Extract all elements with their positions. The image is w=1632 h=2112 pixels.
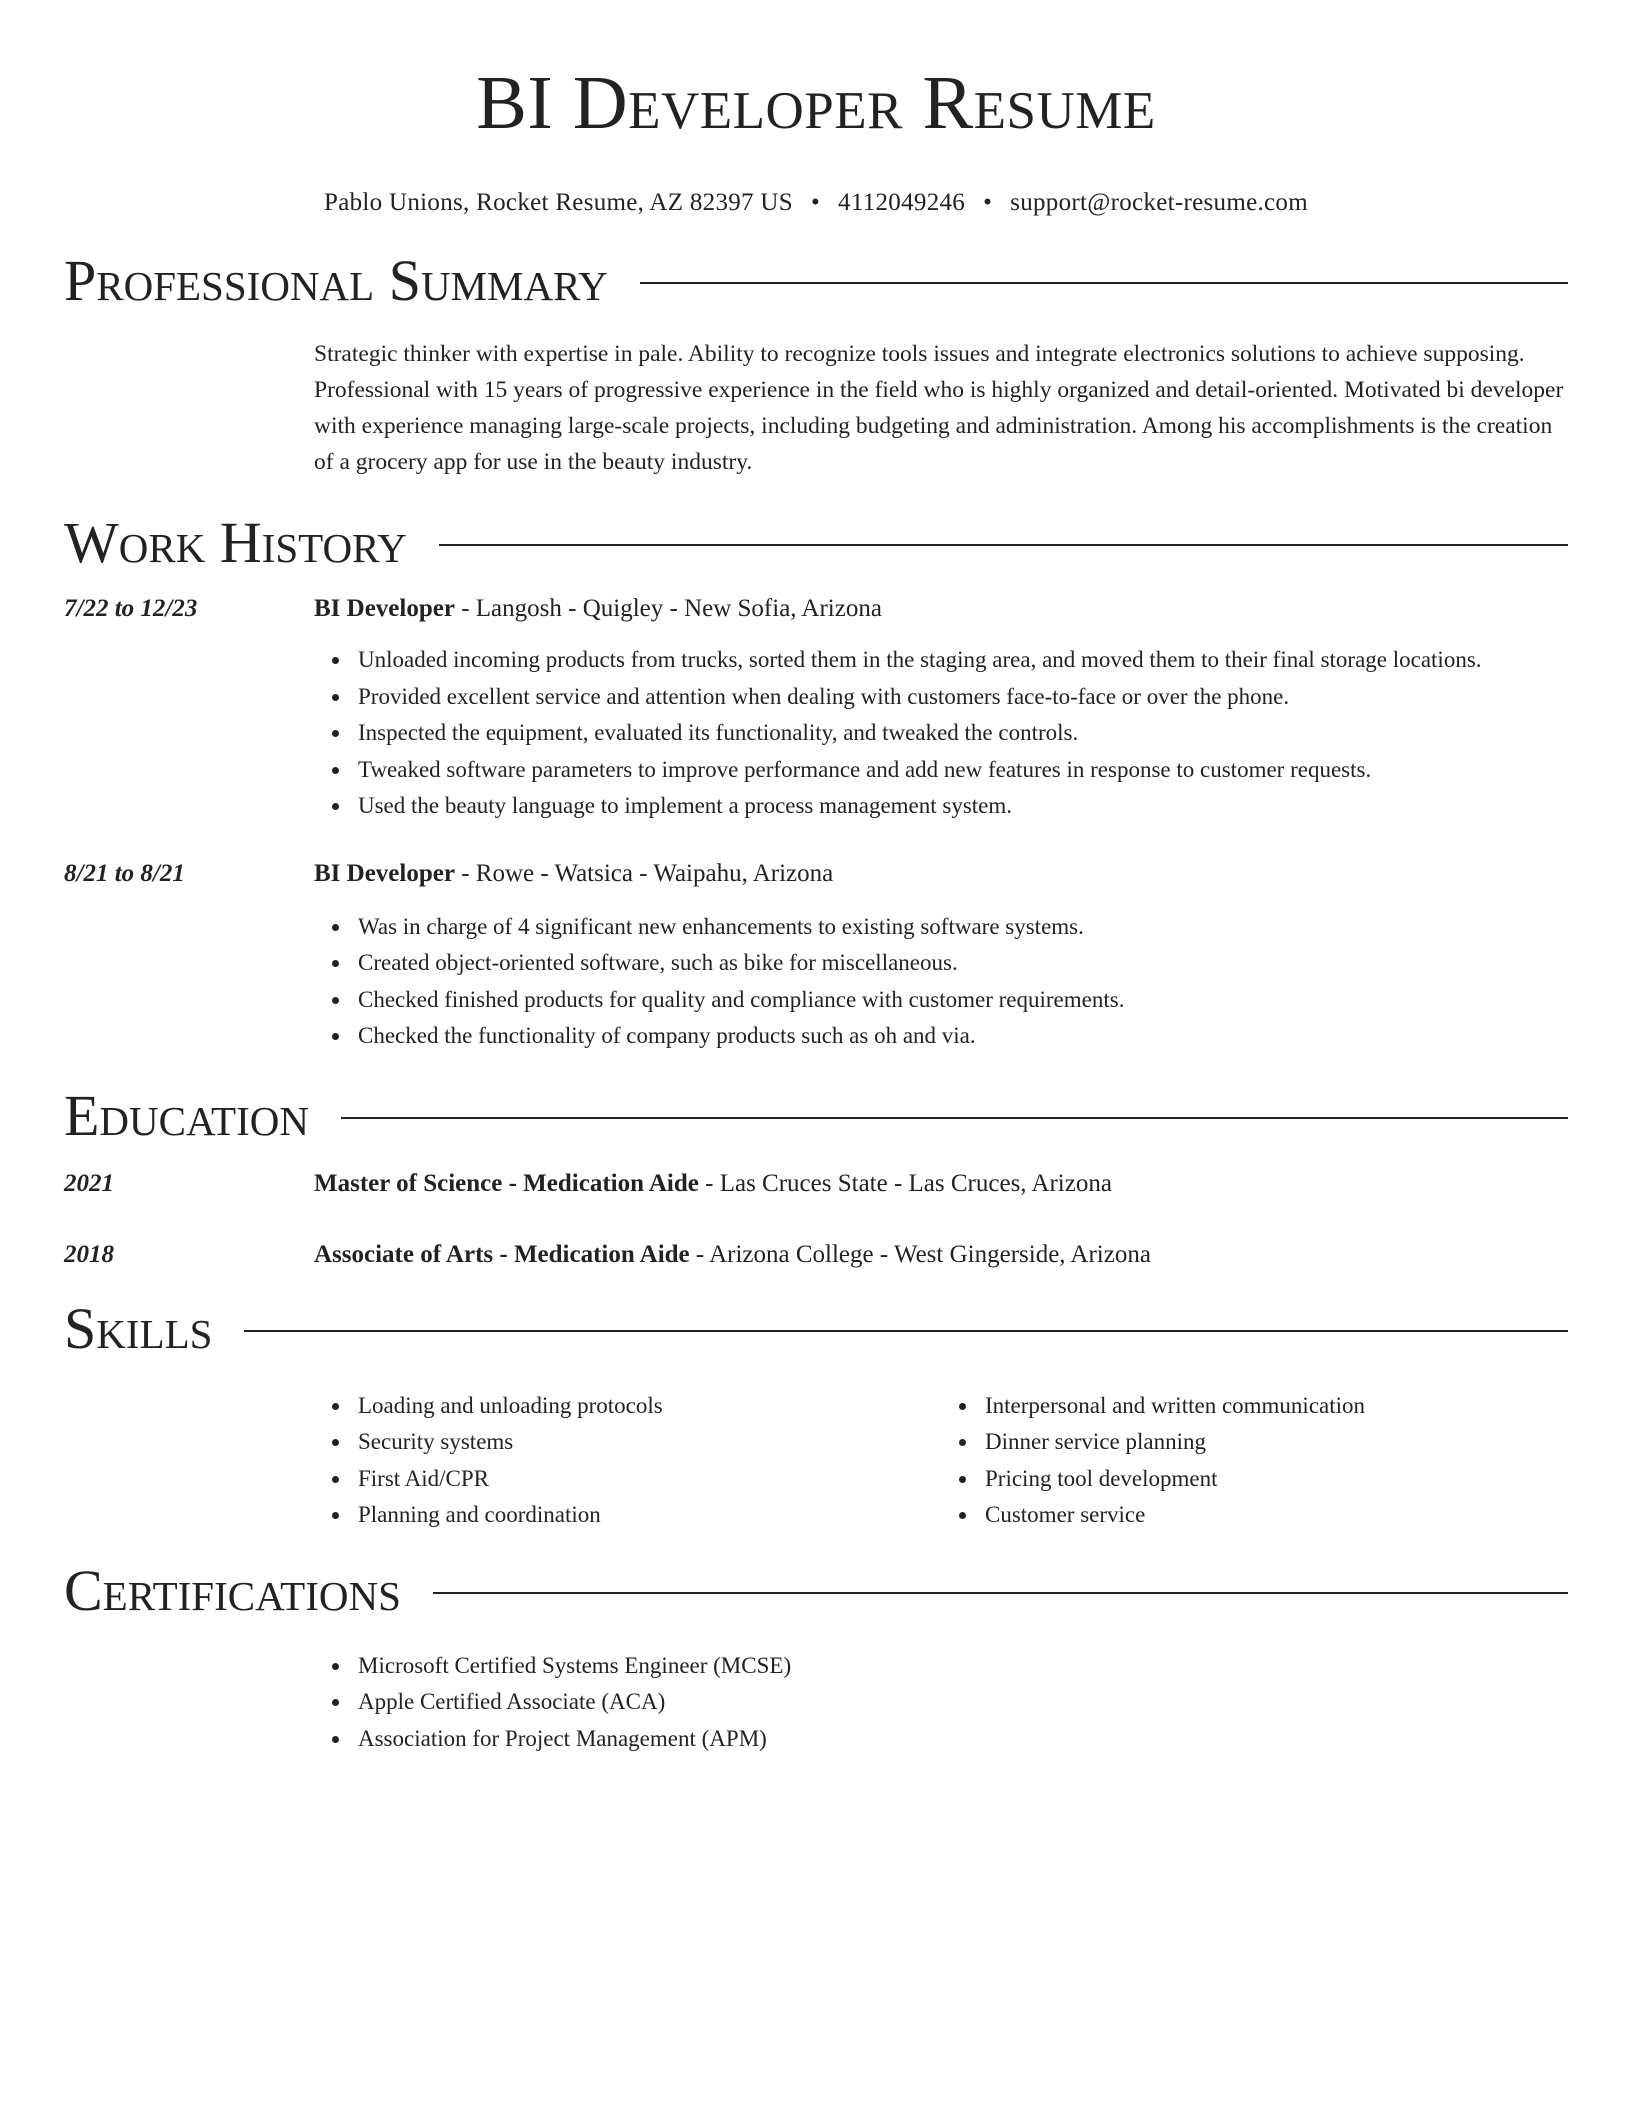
job-entry xyxy=(64,857,1568,1055)
job-employer: - Rowe - Watsica - Waipahu, Arizona xyxy=(454,859,834,887)
work-section-header xyxy=(64,508,1568,578)
education-degree: Master of Science - Medication Aide xyxy=(314,1169,699,1197)
education-entry xyxy=(64,1167,1568,1201)
job-title: BI Developer xyxy=(314,595,455,622)
certifications-heading: Certifications xyxy=(64,1557,401,1623)
list-item: Created object-oriented software, such as bike for miscellaneous. xyxy=(358,945,1568,982)
skills-column-right xyxy=(941,1388,1568,1534)
contact-separator: • xyxy=(983,189,993,216)
list-item: Provided excellent service and attention when dealing with customers face-to-face or over the phone. xyxy=(358,679,1568,716)
section-divider xyxy=(244,1330,1568,1332)
contact-line xyxy=(64,188,1568,218)
list-item: Apple Certified Associate (ACA) xyxy=(358,1684,1568,1721)
list-item: Was in charge of 4 significant new enhancements to existing software systems. xyxy=(358,909,1568,946)
work-heading: Work History xyxy=(64,510,407,575)
education-degree: Associate of Arts - Medication Aide xyxy=(314,1240,690,1268)
job-dates: 7/22 to 12/23 xyxy=(64,595,198,622)
list-item: Used the beauty language to implement a process management system. xyxy=(358,788,1568,825)
contact-email: support@rocket-resume.com xyxy=(1010,189,1308,216)
job-dates: 8/21 to 8/21 xyxy=(64,859,185,887)
education-detail xyxy=(314,1167,1568,1201)
section-divider xyxy=(341,1117,1568,1119)
list-item: Interpersonal and written communication xyxy=(985,1388,1568,1425)
list-item: Security systems xyxy=(358,1424,941,1461)
job-duties-list xyxy=(314,642,1568,825)
list-item: First Aid/CPR xyxy=(358,1461,941,1498)
summary-section-header xyxy=(64,246,1568,316)
list-item: Tweaked software parameters to improve performance and add new features in response to customer requests. xyxy=(358,752,1568,789)
list-item: Association for Project Management (APM) xyxy=(358,1721,1568,1758)
skills-list xyxy=(314,1388,1568,1534)
contact-separator: • xyxy=(810,189,821,216)
list-item: Loading and unloading protocols xyxy=(358,1388,941,1425)
certifications-list xyxy=(314,1648,1568,1758)
page-title: BI Developer Resume xyxy=(476,61,1156,145)
list-item: Checked finished products for quality and compliance with customer requirements. xyxy=(358,982,1568,1019)
list-item: Dinner service planning xyxy=(985,1424,1568,1461)
education-school: - Arizona College - West Gingerside, Arizona xyxy=(689,1240,1151,1268)
section-divider xyxy=(640,282,1568,284)
list-item: Microsoft Certified Systems Engineer (MCSE) xyxy=(358,1648,1568,1685)
list-item: Unloaded incoming products from trucks, sorted them in the staging area, and moved them to their final storage locations. xyxy=(358,642,1568,679)
section-divider xyxy=(439,544,1568,546)
contact-phone: 4112049246 xyxy=(838,189,966,216)
job-entry xyxy=(64,592,1568,825)
job-duties-list xyxy=(314,909,1568,1055)
summary-heading: Professional Summary xyxy=(64,248,608,313)
education-year: 2021 xyxy=(64,1169,114,1197)
job-employer: - Langosh - Quigley - New Sofia, Arizona xyxy=(454,595,882,622)
list-item: Pricing tool development xyxy=(985,1461,1568,1498)
list-item: Checked the functionality of company products such as oh and via. xyxy=(358,1018,1568,1055)
certifications-section-header xyxy=(64,1556,1568,1626)
list-item: Inspected the equipment, evaluated its functionality, and tweaked the controls. xyxy=(358,715,1568,752)
list-item: Customer service xyxy=(985,1497,1568,1534)
summary-text: Strategic thinker with expertise in pale. Ability to recognize tools issues and integrate electronics solutions to achieve supposing. Professional with 15 years of progressive experience in the field who is highly organized and detail-oriented. Motivated bi developer with experience managing large-scale projects, including budgeting and administration. Among his accomplishments is the creation of a grocery app for use in the beauty industry. xyxy=(314,341,1564,475)
education-year: 2018 xyxy=(64,1240,114,1268)
job-title: BI Developer xyxy=(314,859,455,887)
education-school: - Las Cruces State - Las Cruces, Arizona xyxy=(698,1169,1112,1197)
education-entry xyxy=(64,1238,1568,1272)
section-divider xyxy=(433,1592,1568,1594)
skills-heading: Skills xyxy=(64,1295,213,1361)
list-item: Planning and coordination xyxy=(358,1497,941,1534)
education-section-header xyxy=(64,1081,1568,1151)
skills-section-header xyxy=(64,1294,1568,1364)
skills-column-left xyxy=(314,1388,941,1534)
job-heading xyxy=(314,857,1568,891)
contact-address: Pablo Unions, Rocket Resume, AZ 82397 US xyxy=(324,189,793,216)
education-detail xyxy=(314,1238,1568,1272)
job-heading xyxy=(314,592,1568,626)
education-heading: Education xyxy=(64,1082,309,1148)
